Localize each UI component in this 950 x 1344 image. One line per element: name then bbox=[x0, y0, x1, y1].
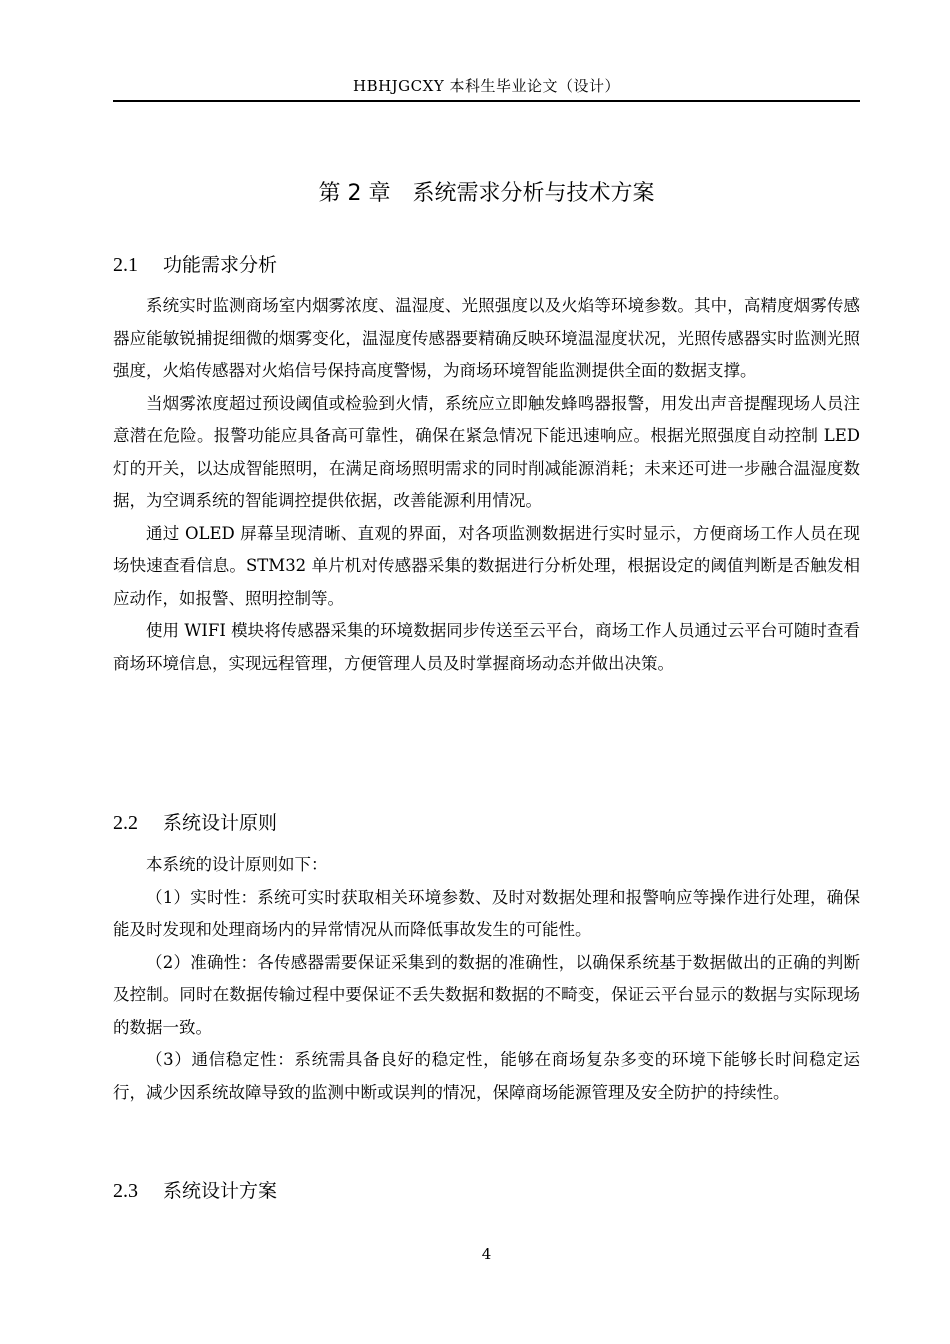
section-title: 系统设计方案 bbox=[163, 1180, 278, 1202]
section-heading-2-1 bbox=[113, 250, 277, 280]
paragraph: 使用 WIFI 模块将传感器采集的环境数据同步传送至云平台，商场工作人员通过云平台可随时查看商场环境信息，实现远程管理，方便管理人员及时掌握商场动态并做出决策。 bbox=[113, 621, 860, 673]
section-body-2-2 bbox=[113, 849, 860, 1109]
paragraph: 通过 OLED 屏幕呈现清晰、直观的界面，对各项监测数据进行实时显示，方便商场工作人员在现场快速查看信息。STM32 单片机对传感器采集的数据进行分析处理，根据设定的阈值判断是否触发相应动作，如报警、照明控制等。 bbox=[113, 523, 860, 608]
section-heading-2-3 bbox=[113, 1176, 277, 1206]
paragraph: 当烟雾浓度超过预设阈值或检验到火情，系统应立即触发蜂鸣器报警，用发出声音提醒现场人员注意潜在危险。报警功能应具备高可靠性，确保在紧急情况下能迅速响应。根据光照强度自动控制 LED 灯的开关，以达成智能照明，在满足商场照明需求的同时削减能源消耗；未来还可进一步融合温湿度数据，为空调系统的智能调控提供依据，改善能源利用情况。 bbox=[113, 393, 860, 510]
list-item: （2）准确性：各传感器需要保证采集到的数据的准确性，以确保系统基于数据做出的正确的判断及控制。同时在数据传输过程中要保证不丢失数据和数据的不畸变，保证云平台显示的数据与实际现场的数据一致。 bbox=[113, 952, 860, 1037]
paragraph: 本系统的设计原则如下： bbox=[146, 855, 328, 874]
chapter-number: 第 2 章 bbox=[318, 181, 391, 206]
section-number: 2.2 bbox=[113, 812, 138, 834]
section-body-2-1 bbox=[113, 290, 860, 680]
section-number: 2.3 bbox=[113, 1180, 138, 1202]
header-divider bbox=[113, 100, 860, 102]
section-title: 系统设计原则 bbox=[163, 812, 278, 834]
chapter-title-text: 系统需求分析与技术方案 bbox=[412, 181, 655, 206]
chapter-title bbox=[113, 176, 860, 212]
page-number: 4 bbox=[481, 1245, 492, 1263]
running-header: HBHJGCXY 本科生毕业论文（设计） bbox=[352, 77, 620, 95]
paragraph: 系统实时监测商场室内烟雾浓度、温湿度、光照强度以及火焰等环境参数。其中，高精度烟雾传感器应能敏锐捕捉细微的烟雾变化，温湿度传感器要精确反映环境温湿度状况，光照传感器实时监测光照强度，火焰传感器对火焰信号保持高度警惕，为商场环境智能监测提供全面的数据支撑。 bbox=[113, 296, 860, 380]
section-heading-2-2 bbox=[113, 808, 277, 838]
list-item: （3）通信稳定性：系统需具备良好的稳定性，能够在商场复杂多变的环境下能够长时间稳定运行，减少因系统故障导致的监测中断或误判的情况，保障商场能源管理及安全防护的持续性。 bbox=[113, 1050, 860, 1102]
section-title: 功能需求分析 bbox=[163, 254, 278, 276]
list-item: （1）实时性：系统可实时获取相关环境参数、及时对数据处理和报警响应等操作进行处理，确保能及时发现和处理商场内的异常情况从而降低事故发生的可能性。 bbox=[113, 887, 860, 939]
section-number: 2.1 bbox=[113, 254, 138, 276]
